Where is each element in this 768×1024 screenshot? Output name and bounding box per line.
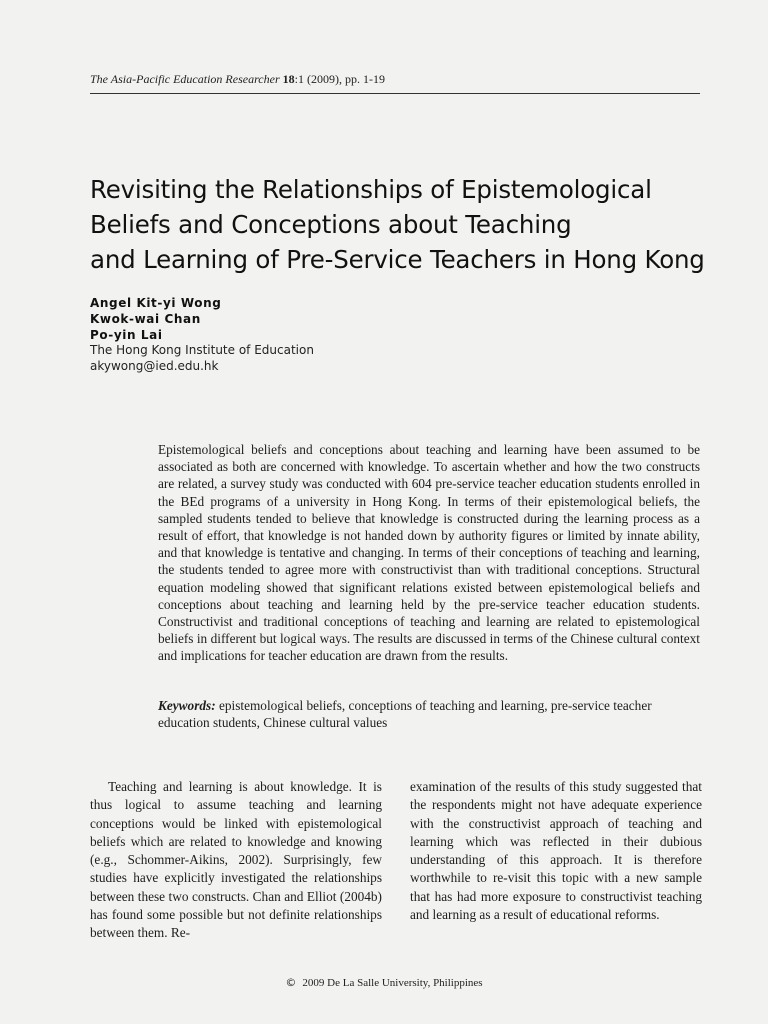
journal-name: The Asia-Pacific Education Researcher — [90, 72, 280, 86]
affiliation — [90, 342, 314, 374]
copyright-symbol: © — [285, 976, 297, 989]
keywords-label: Keywords: — [158, 698, 216, 713]
issue-pages: :1 (2009), pp. 1-19 — [294, 72, 385, 86]
author-name: Angel Kit-yi Wong — [90, 296, 222, 310]
body-column-right: examination of the results of this study suggested that the respondents might not have adequate experience with the constructivist approach of teaching and learning which was reflected in their dubious understanding of this approach. It is therefore worthwhile to re-visit this topic with a new sample that has had more exposure to constructivist teaching and learning as a result of educational reforms. — [410, 779, 702, 923]
title-line: and Learning of Pre-Service Teachers in Hong Kong — [90, 245, 705, 274]
institution: The Hong Kong Institute of Education — [90, 343, 314, 357]
keywords-text: epistemological beliefs, conceptions of teaching and learning, pre-service teacher education students, Chinese cultural values — [158, 698, 652, 731]
author-name: Kwok-wai Chan — [90, 312, 201, 326]
header-rule — [90, 93, 700, 94]
author-list — [90, 295, 221, 343]
journal-header — [90, 72, 700, 87]
paper-title — [90, 172, 730, 277]
author-name: Po-yin Lai — [90, 328, 163, 342]
copyright-footer — [0, 976, 768, 989]
copyright-text: 2009 De La Salle University, Philippines — [302, 977, 483, 989]
title-line: Beliefs and Conceptions about Teaching — [90, 210, 572, 239]
body-column-left: Teaching and learning is about knowledge. It is thus logical to assume teaching and learning conceptions would be linked with epistemological beliefs which are related to knowledge and knowing (e.g., Schommer-Aikins, 2002). Surprisingly, few studies have explicitly investigated the relationships between these two constructs. Chan and Elliot (2004b) has found some possible but not definite relationships between them. Re- — [90, 779, 382, 941]
abstract: Epistemological beliefs and conceptions about teaching and learning have been assumed to be associated as both are concerned with knowledge. To ascertain whether and how the two constructs are related, a survey study was conducted with 604 pre-service teacher education students enrolled in the BEd programs of a university in Hong Kong. In terms of their epistemological beliefs, the sampled students tended to believe that knowledge is constructed during the learning process as a result of effort, that knowledge is not handed down by authority figures or limited by innate ability, and that knowledge is tentative and changing. In terms of their conceptions of teaching and learning, the students tended to agree more with constructivist than with traditional conceptions. Structural equation modeling showed that significant relations existed between epistemological beliefs and conceptions about teaching and learning held by the pre-service teacher education students. Constructivist and traditional conceptions of teaching and learning are related to epistemological beliefs in different but logical ways. The results are discussed in terms of the Chinese cultural context and implications for teacher education are drawn from the results. — [158, 442, 700, 664]
keywords — [158, 697, 700, 731]
volume-number: 18 — [282, 72, 295, 86]
title-line: Revisiting the Relationships of Epistemological — [90, 175, 652, 204]
journal-volume-issue — [283, 72, 385, 86]
author-email: akywong@ied.edu.hk — [90, 359, 219, 373]
